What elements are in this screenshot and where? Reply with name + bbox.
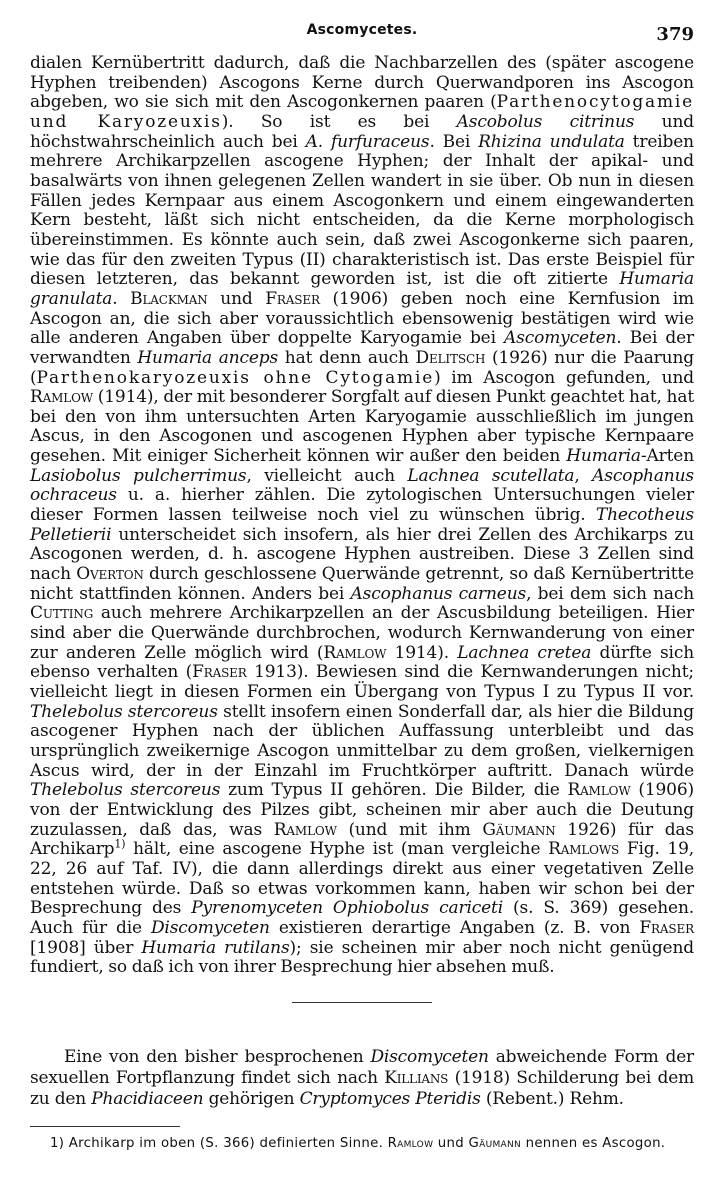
text-run: hält, eine ascogene Hyphe ist (man vergleiche <box>125 839 549 860</box>
text-run: 1) Archikarp im oben (S. 366) definierten Sinne. <box>50 1135 388 1151</box>
text-run: nennen es Ascogon. <box>521 1135 666 1151</box>
text-run: Parthenocytogamie und Karyozeuxis <box>30 92 694 132</box>
text-run: (und mit ihm <box>336 819 483 840</box>
taxon-name: Humaria anceps <box>137 347 279 368</box>
text-run: und <box>207 288 266 309</box>
taxon-name: Lasiobolus pulcherrimus <box>30 465 247 486</box>
text-run: . Bei der verwandten <box>30 328 694 368</box>
text-run: zum Typus II gehören. Die Bilder, die <box>220 780 568 801</box>
text-run: stellt insofern einen Sonderfall dar, als hier die Bildung ascogener Hyphen nach der üblichen Auffassung unterbleibt und das ursprünglich zweikernige Ascogon unmittelbar zu dem großen, vielkernigen Ascus wird, der in der Einzahl im Fruchtkörper auftritt. Danach würde <box>30 701 695 781</box>
taxon-name: Thelebolus stercoreus <box>30 780 221 801</box>
text-run: durch geschlossene Querwände getrennt, so daß Kernübertritte nicht stattfinden können. Anders bei <box>30 564 694 604</box>
text-run: [1908] über <box>30 937 142 958</box>
text-run: (1918) Schilderung bei dem zu den <box>30 1067 695 1109</box>
text-run: existieren derartige Angaben (z. B. von <box>269 917 640 938</box>
text-run: ) im Ascogon gefunden, und <box>434 367 695 388</box>
author-name: Ramlow <box>387 1135 434 1151</box>
author-name: Ramlow <box>273 819 337 840</box>
text-run: . Bei <box>429 131 479 152</box>
text-run: Fig. 19, 22, 26 auf Taf. IV), die dann allerdings direkt aus einer vegetativen Zelle entstehen würde. Daß so etwas vorkommen kann, haben wir schon bei der Besprechung des <box>30 839 694 919</box>
taxon-name: Ascobolus citrinus <box>456 111 635 132</box>
taxon-name: Thelebolus stercoreus <box>30 701 218 722</box>
author-name: Gäumann <box>468 1135 522 1151</box>
author-name: Fraser <box>192 662 247 683</box>
author-name: Cutting <box>30 603 94 624</box>
taxon-name: Humaria rutilans <box>141 937 290 958</box>
text-run: 1926) für das Archikarp <box>30 819 694 860</box>
author-name: Overton <box>76 564 144 585</box>
text-run: (1914), der mit besonderer Sorgfalt auf diesen Punkt geachtet hat, hat bei den von ihm untersuchten Arten Karyogamie ausschließlich im jungen Ascus, in den Ascogonen und ascogenen Hyphen aber typische Kernpaare gesehen. Mit einiger Sicherheit können wir außer den beiden <box>30 387 694 467</box>
text-run: abweichende Form der sexuellen Fortpflanzung findet sich nach <box>30 1046 694 1088</box>
page-header <box>30 20 694 46</box>
text-run: (s. S. 369) gesehen. Auch für die <box>30 898 695 938</box>
taxon-name: Discomyceten <box>370 1046 489 1067</box>
text-run: dürfte sich ebenso verhalten ( <box>30 642 695 683</box>
text-run: hat denn auch <box>278 347 416 368</box>
text-run: auch mehrere Archikarpzellen an der Ascusbildung beteiligen. Hier sind aber die Querwände durchbrochen, wodurch Kernwanderung von einer zur anderen Zelle möglich wird ( <box>30 603 694 663</box>
taxon-name: Cryptomyces Pteridis <box>299 1088 481 1109</box>
author-name: Gäumann <box>482 819 556 840</box>
taxon-name: Ascophanus carneus <box>350 583 527 604</box>
taxon-name: Lachnea cretea <box>457 642 592 663</box>
footnote <box>30 1135 694 1152</box>
taxon-name: Discomyceten <box>150 917 270 938</box>
text-run: und <box>433 1135 469 1151</box>
taxon-name: Pyrenomyceten Ophiobolus cariceti <box>191 898 504 919</box>
taxon-name: Ascomyceten <box>504 328 617 349</box>
author-name: Ramlow <box>30 387 93 408</box>
text-run: -Arten <box>640 446 694 467</box>
text-run: , <box>574 465 593 486</box>
main-paragraph <box>30 54 694 978</box>
author-name: Blackman <box>130 288 208 309</box>
text-run: (1906) geben noch eine Kernfusion im Ascogon an, die sich aber voraussichtlich ebensowenig bestätigen wird wie alle anderen Angaben über doppelte Karyogamie bei <box>30 288 694 349</box>
text-run: 1914). <box>386 642 458 663</box>
taxon-name: Ascophanus ochraceus <box>30 465 694 506</box>
text-run: ). So ist es bei <box>221 111 457 132</box>
taxon-name: A. furfuraceus <box>305 131 430 152</box>
text-run: 1913). Bewiesen sind die Kernwanderungen nicht; vielleicht liegt in diesen Formen ein Übergang von Typus I zu Typus II vor. <box>30 662 694 702</box>
book-page <box>30 20 694 1152</box>
text-run: gehörigen <box>203 1088 300 1109</box>
taxon-name: Phacidiaceen <box>91 1088 204 1109</box>
text-run: Eine von den bisher besprochenen <box>64 1046 371 1067</box>
author-name: Ramlow <box>567 780 631 801</box>
text-run: . <box>112 288 131 309</box>
text-run: , vielleicht auch <box>246 465 408 486</box>
second-paragraph <box>30 1047 694 1110</box>
taxon-name: Humaria granulata <box>30 269 694 309</box>
text-run: dialen Kernübertritt dadurch, daß die Nachbarzellen des (später ascogene Hyphen treibenden) Ascogons Kerne durch Querwandporen ins Ascogon abgeben, wo sie sich mit den Ascogonkernen paaren ( <box>30 53 694 113</box>
text-run: Parthenokaryozeuxis ohne Cytogamie <box>36 367 435 388</box>
text-run: und höchstwahrscheinlich auch bei <box>30 111 695 152</box>
author-name: Fraser <box>265 288 320 309</box>
taxon-name: Lachnea scutellata <box>407 465 575 486</box>
text-run: ); sie scheinen mir aber noch nicht genügend fundiert, so daß ich von ihrer Besprechung hier absehen muß. <box>30 937 694 978</box>
section-divider <box>292 1002 432 1003</box>
text-run: treiben mehrere Archikarpzellen ascogene Hyphen; der Inhalt der apikal- und basalwärts von ihnen gelegenen Zellen wandert in sie über. Ob nun in diesen Fällen jedes Kernpaar aus einem Ascogonkern und einem eingewanderten Kern besteht, läßt sich nicht entscheiden, da die Kerne morphologisch übereinstimmen. Es könnte auch sein, daß zwei Ascogonkerne sich paaren, wie das für den zweiten Typus (II) charakteristisch ist. Das erste Beispiel für diesen letzteren, das bekannt geworden ist, ist die oft zitierte <box>30 131 694 290</box>
author-name: Fraser <box>639 917 694 938</box>
author-name: Ramlows <box>548 839 620 860</box>
footnote-marker: 1) <box>114 837 126 851</box>
author-name: Killians <box>384 1067 449 1088</box>
page-number: 379 <box>656 24 694 45</box>
taxon-name: Thecotheus Pelletierii <box>30 505 694 545</box>
text-run: (1926) nur die Paarung ( <box>30 347 694 388</box>
taxon-name: Rhizina undulata <box>478 131 625 152</box>
footnote-rule <box>30 1126 180 1127</box>
text-run: , bei dem sich nach <box>526 583 695 604</box>
running-title: Ascomycetes. <box>306 22 418 38</box>
taxon-name: Humaria <box>566 446 641 467</box>
text-run: (Rebent.) Rehm. <box>480 1088 624 1109</box>
text-run: unterscheidet sich insofern, als hier drei Zellen des Archikarps zu Ascogonen werden, d. h. ascogene Hyphen austreiben. Diese 3 Zellen sind nach <box>30 524 694 585</box>
text-run: u. a. hierher zählen. Die zytologischen Untersuchungen vieler dieser Formen lassen teilweise noch viel zu wünschen übrig. <box>30 485 694 526</box>
text-run: (1906) von der Entwicklung des Pilzes gibt, scheinen mir aber auch die Deutung zuzulassen, daß das, was <box>30 780 694 840</box>
author-name: Delitsch <box>415 347 486 368</box>
author-name: Ramlow <box>323 642 387 663</box>
